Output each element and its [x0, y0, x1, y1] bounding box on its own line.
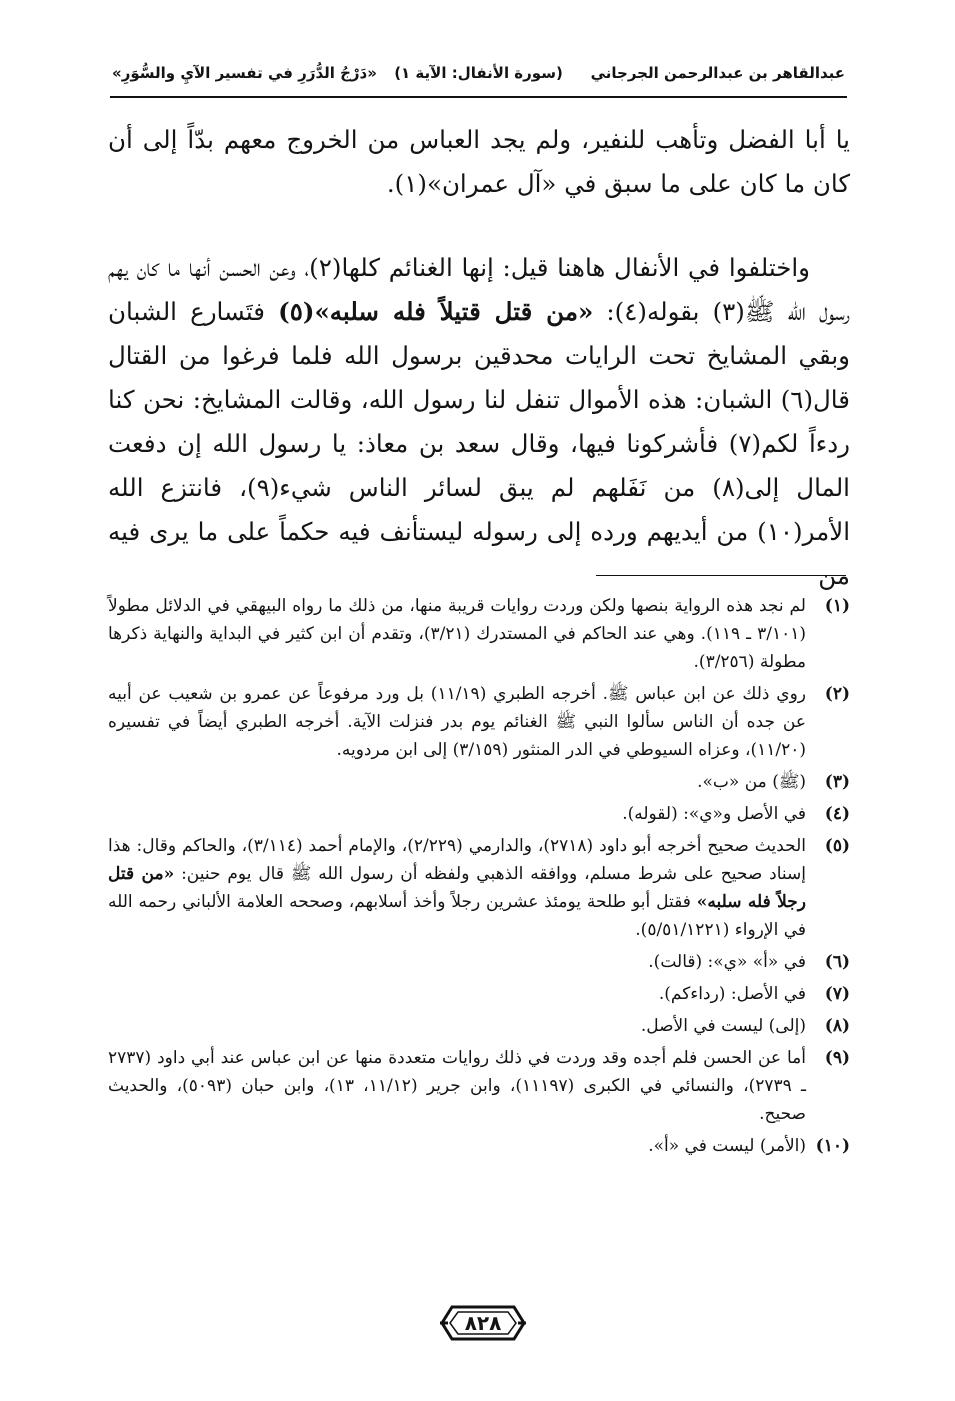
header-author: عبدالقاهر بن عبدالرحمن الجرجاني: [590, 64, 845, 82]
footnote-10: [108, 1132, 850, 1160]
footnote-text: [108, 832, 806, 944]
footnote-text: روي ذلك عن ابن عباس ﷺ. أخرجه الطبري (١١/١٩) بل ورد مرفوعاً عن عمرو بن شعيب عن أبيه عن جده أن الناس سألوا النبي ﷺ الغنائم يوم بدر فنزلت الآية. أخرجه الطبري أيضاً في تفسيره (١١/٢٠)، وعزاه السيوطي في الدر المنثور (٣/١٥٩) إلى ابن مردويه.: [108, 684, 806, 760]
footnote-9: [108, 1044, 850, 1128]
footnote-number: (٤): [824, 804, 850, 824]
main-text: [108, 118, 850, 598]
footnote-text: لم نجد هذه الرواية بنصها ولكن وردت روايات قريبة منها، من ذلك ما رواه البيهقي في الدلائل مطولاً (٣/١٠١ ـ ١١٩). وهي عند الحاكم في المستدرك (٣/٢١)، وتقدم أن ابن كثير في البداية والنهاية ذكرها مطولة (٣/٢٥٦).: [108, 596, 806, 672]
footnote-text: (ﷺ) من «ب».: [697, 772, 806, 792]
footnote-4: [108, 800, 850, 828]
footnote-1: [108, 592, 850, 676]
header-rule: [110, 96, 847, 98]
header-book-title: «دَرْجُ الدُّرَرِ في تفسير الآيِ والسُّوَرِ»: [112, 64, 377, 82]
footnote-number: (٥): [824, 836, 850, 856]
footnote-text: أما عن الحسن فلم أجده وقد وردت في ذلك روايات متعددة منها عن ابن عباس عند أبي داود (٢٧٣٧ ـ ٢٧٣٩)، والنسائي في الكبرى (١١١٩٧)، وابن جرير (١١/١٢، ١٣)، وابن حبان (٥٠٩٣)، والحديث صحيح.: [108, 1048, 806, 1124]
running-header: [112, 62, 845, 88]
footnote-8: [108, 1012, 850, 1040]
footnote-number: (٣): [824, 772, 850, 792]
footnote-text: في الأصل و«ي»: (لقوله).: [622, 804, 806, 824]
footnote-2: [108, 680, 850, 764]
footnote-text: (الأمر) ليست في «أ».: [648, 1136, 806, 1156]
footnote-5-text-a: الحديث صحيح أخرجه أبو داود (٢٧١٨)، والدارمي (٢/٢٢٩)، والإمام أحمد (٣/١١٤)، والحاكم وقال: هذا إسناد صحيح على شرط مسلم، ووافقه الذهبي ولفظه أن رسول الله ﷺ قال يوم حنين:: [108, 836, 806, 884]
footnote-separator: [596, 575, 846, 576]
footnote-number: (٩): [824, 1048, 850, 1068]
paragraph-gap: [108, 206, 850, 246]
page-number-ornament: [438, 1303, 528, 1343]
footnote-5-hadith: «من قتل رجلاً فله سلبه»: [108, 864, 807, 912]
footnote-3: [108, 768, 850, 796]
footnote-7: [108, 980, 850, 1008]
paragraph-2-part-1: واختلفوا في الأنفال هاهنا قيل: إنها الغنائم كلها(٢)، وعن الحسن أنها ما كان يهم رسول الله ﷺ(٣) بقوله(٤):: [108, 253, 851, 326]
footnote-5: [108, 832, 850, 944]
footnote-5-text-c: فقتل أبو طلحة يومئذ عشرين رجلاً وأخذ أسلابهم، وصححه العلامة الألباني رحمه الله في الإرواء (٥/٥١/١٢٢١).: [108, 892, 806, 940]
footnote-number: (٢): [824, 684, 850, 704]
footnote-number: (٨): [824, 1016, 850, 1036]
main-paragraph-1: يا أبا الفضل وتأهب للنفير، ولم يجد العباس من الخروج معهم بدّاً إلى أن كان ما كان على ما سبق في «آل عمران»(١).: [108, 125, 850, 198]
footnotes: [108, 592, 850, 1164]
paragraph-2-part-2: فتَسارع الشبان وبقي المشايخ تحت الرايات محدقين برسول الله فلما فرغوا من القتال قال(٦) الشبان: هذه الأموال تنفل لنا رسول الله، وقالت المشايخ: نحن كنا ردءاً لكم(٧) فأشركونا فيها، وقال سعد بن معاذ: يا رسول الله إن دفعت المال إلى(٨) من نَفَلهم لم يبق لسائر الناس شيء(٩)، فانتزع الله الأمر(١٠) من أيديهم ورده إلى رسوله ليستأنف فيه حكماً على ما يرى فيه من: [108, 297, 851, 590]
footnote-6: [108, 948, 850, 976]
hadith-quote: «من قتل قتيلاً فله سلبه»(٥): [278, 297, 594, 326]
main-paragraph-2: [108, 246, 850, 598]
footnote-number: (١): [824, 596, 850, 616]
footnote-text: (إلى) ليست في الأصل.: [640, 1016, 806, 1036]
page-number: ٨٢٨: [464, 1311, 502, 1335]
footnote-text: في الأصل: (رداءكم).: [658, 984, 806, 1004]
footnote-number: (٧): [824, 984, 850, 1004]
footnote-number: (١٠): [815, 1136, 850, 1156]
footnote-text: في «أ» «ي»: (قالت).: [648, 952, 806, 972]
footnote-number: (٦): [824, 952, 850, 972]
header-section: (سورة الأنفال: الآية ١): [394, 64, 563, 82]
